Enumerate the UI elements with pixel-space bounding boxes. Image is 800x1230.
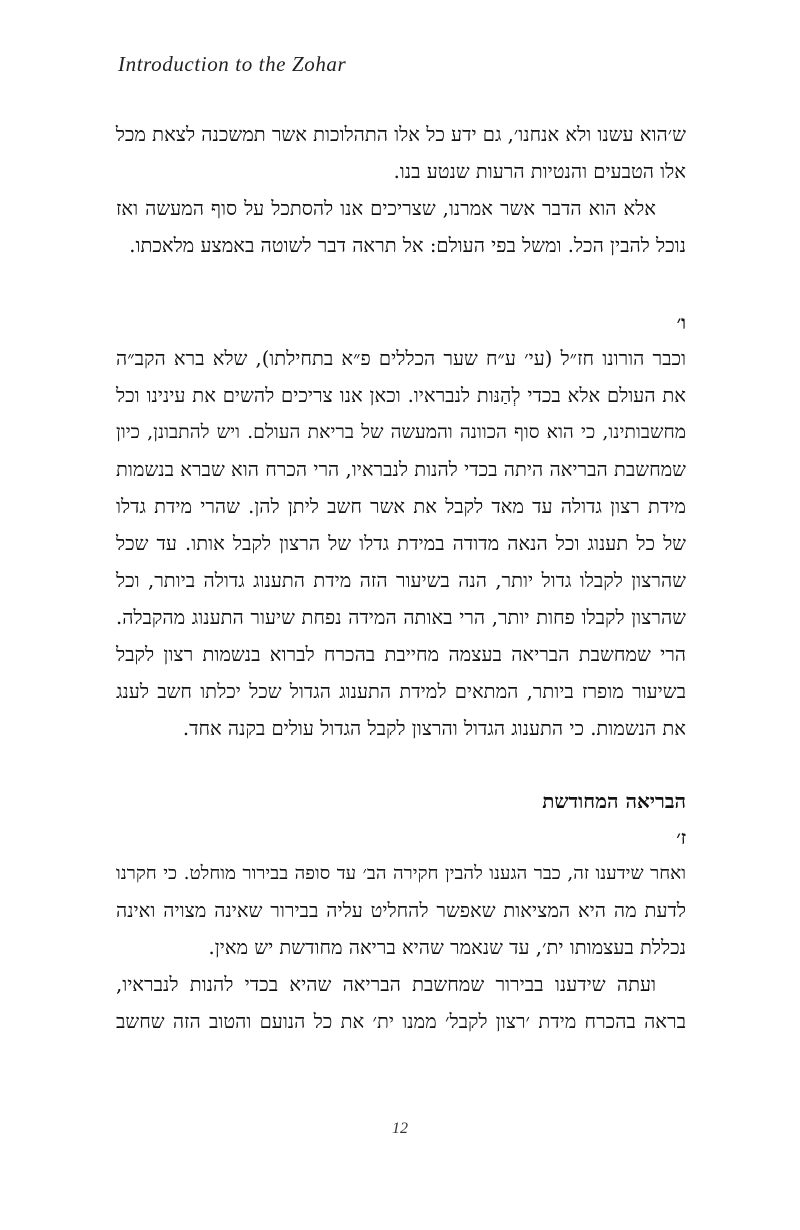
text-line: בראה בהכרח מידת ׳רצון לקבל׳ ממנו ית׳ את כל הנועם והטוב הזה שחשב	[116, 1010, 686, 1033]
text-line: שמחשבת הבריאה היתה בכדי להנות לנבראיו, הרי הכרח הוא שברא בנשמות	[116, 458, 686, 481]
section-mark: ו׳	[676, 312, 686, 334]
paragraph-last	[116, 966, 686, 1040]
spacer	[116, 747, 686, 781]
text-line: נכללת בעצמותו ית׳, עד שנאמר שהיא בריאה מחודשת יש מאין.	[208, 936, 686, 959]
text-line: מחשבותינו, כי הוא סוף הכוונה והמעשה של בריאת העולם. ויש להתבונן, כיון	[116, 421, 686, 443]
text-line: ועתה שידענו בבירור שמחשבת הבריאה שהיא בכדי להנות לנבראיו,	[116, 973, 656, 996]
text-line: שהרצון לקבלו גדול יותר, הנה בשיעור הזה מידת התענוג גדולה ביותר, וכל	[116, 569, 686, 592]
text-line: ש׳הוא עשנו ולא אנחנו׳, גם ידע כל אלו התהלוכות אשר תמשכנה לצאת מכל	[115, 123, 686, 146]
text-line: ואחר שידענו זה, כבר הגענו להבין חקירה הב׳ עד סופה בבירור מוחלט. כי חקרנו	[116, 863, 686, 884]
text-line: את הנשמות. כי התענוג הגדול והרצון לקבל הגדול עולים בקנה אחד.	[182, 717, 686, 740]
section-7	[116, 821, 686, 966]
text-line: את העולם אלא בכדי לְהַנּות לנבראיו. וכאן אנו צריכים להשים את עינינו וכל	[116, 384, 686, 407]
text-line: אלו הטבעים והנטיות הרעות שנטע בנו.	[393, 160, 686, 183]
text-line: שהרצון לקבלו פחות יותר, הרי באותה המידה נפחת שיעור התענוג מהקבלה.	[116, 606, 686, 629]
paragraph-1	[116, 116, 686, 190]
text-line: של כל תענוג וכל הנאה מדודה במידת גדלו של הרצון לקבל אותו. עד שכל	[116, 532, 686, 555]
text-line: הרי שמחשבת הבריאה בעצמה מחייבת בהכרח לברוא בנשמות רצון לקבל	[116, 643, 686, 666]
paragraph-2	[116, 190, 686, 264]
text-line: לדעת מה היא המציאות שאפשר להחליט עליה בבירור שאינה מצויה ואינה	[116, 899, 686, 922]
text-line: מידת רצון גדולה עד מאד לקבל את אשר חשב ליתן להן. שהרי מידת גדלו	[116, 495, 686, 518]
text-line: וכבר הורונו חז״ל (עי׳ ע״ח שער הכללים פ״א בתחילתו), שלא ברא הקב״ה	[116, 347, 686, 370]
text-line: נוכל להבין הכל. ומשל בפי העולם: אל תראה דבר לשוטה באמצע מלאכתו.	[129, 234, 686, 257]
page-body	[116, 116, 686, 1040]
running-header: Introduction to the Zohar	[118, 52, 347, 76]
spacer	[116, 264, 686, 306]
section-heading: הבריאה המחודשת	[542, 789, 686, 813]
section-mark: ז׳	[676, 827, 686, 849]
text-line: בשיעור מופרז ביותר, המתאים למידת התענוג הגדול שכל יכלתו חשב לענג	[116, 680, 686, 703]
page-number: 12	[392, 1120, 408, 1137]
section-6	[116, 306, 686, 747]
text-line: אלא הוא הדבר אשר אמרנו, שצריכים אנו להסתכל על סוף המעשה ואז	[116, 197, 656, 220]
